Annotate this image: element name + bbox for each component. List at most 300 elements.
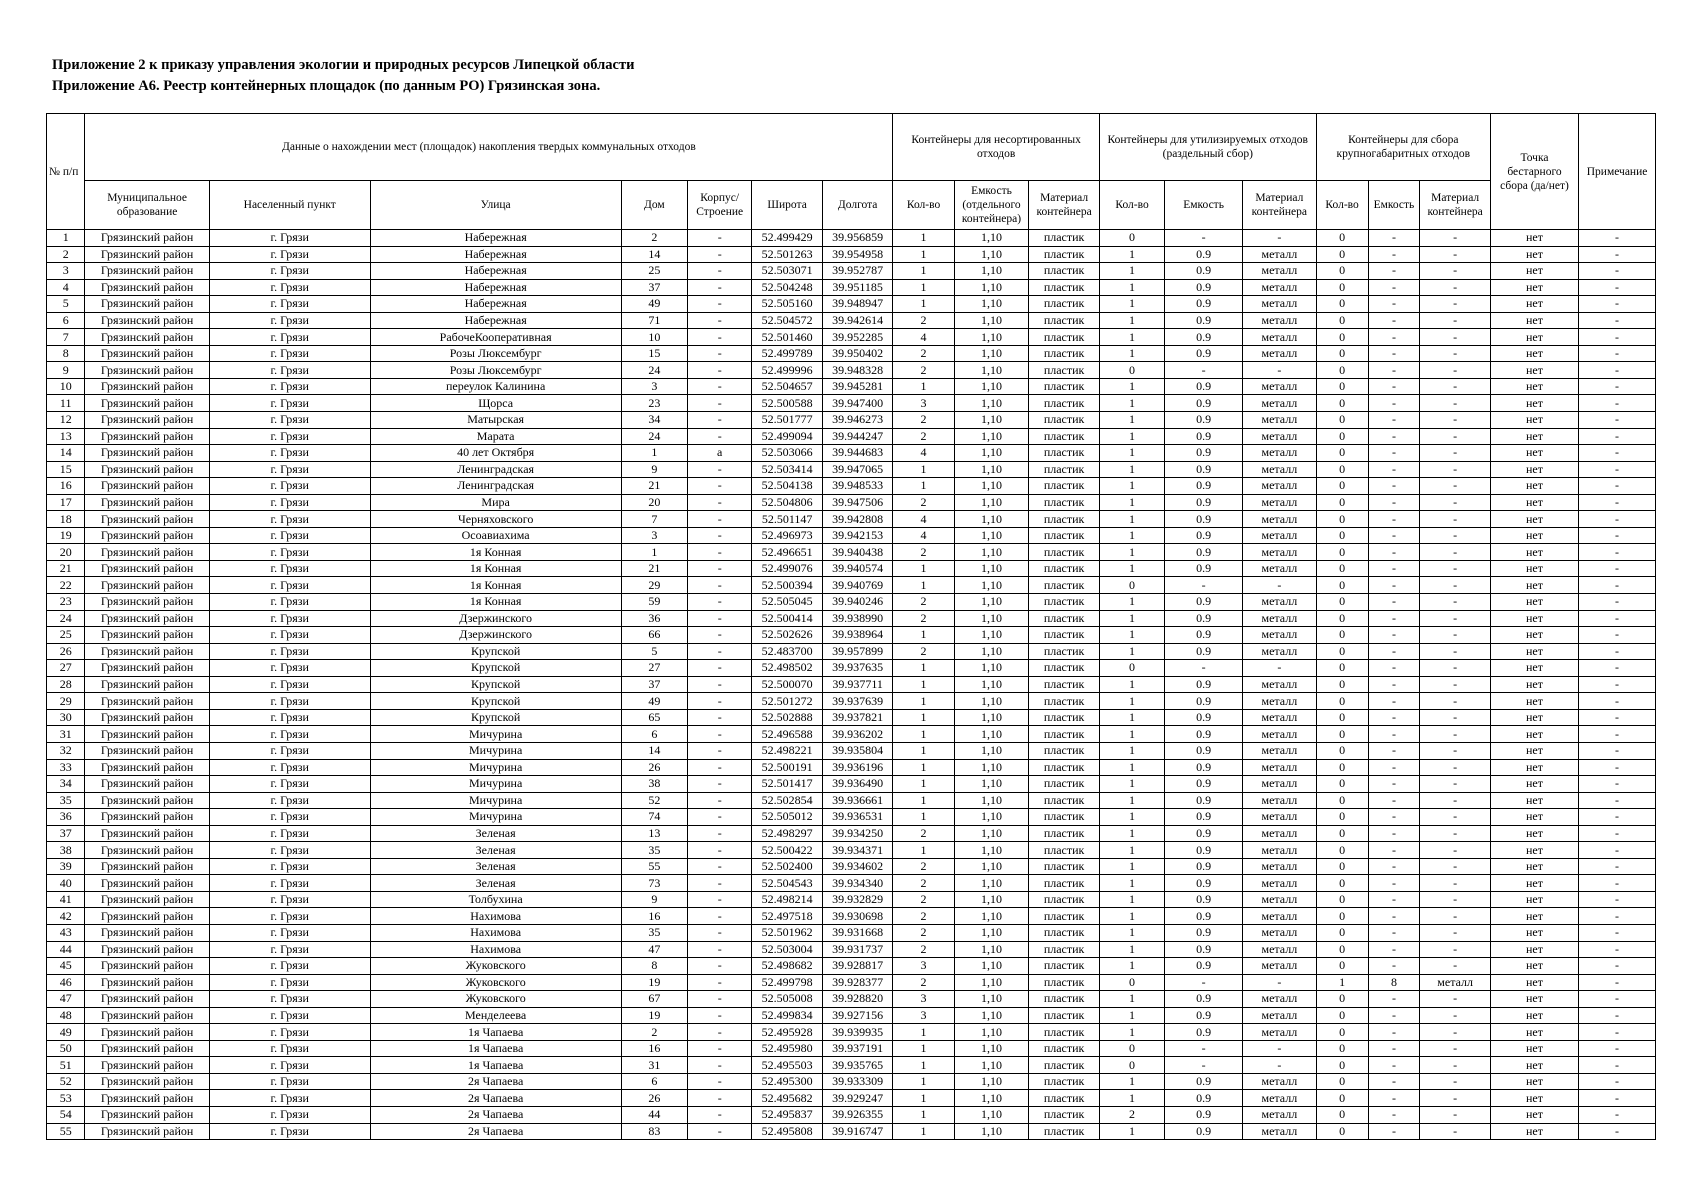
cell-recycled-count: 1 [1099, 693, 1164, 710]
cell-unsorted-volume: 1,10 [954, 511, 1029, 528]
cell-num: 7 [47, 329, 85, 346]
cell-bulky-material: - [1420, 908, 1491, 925]
cell-street: 1я Чапаева [370, 1024, 621, 1041]
cell-bulky-volume: - [1368, 809, 1420, 826]
cell-lat: 52.501962 [752, 924, 823, 941]
cell-recycled-count: 1 [1099, 494, 1164, 511]
cell-house: 1 [621, 445, 687, 462]
cell-unsorted-volume: 1,10 [954, 428, 1029, 445]
cell-bulky-material: - [1420, 412, 1491, 429]
cell-lat: 52.495928 [752, 1024, 823, 1041]
cell-num: 43 [47, 924, 85, 941]
cell-building: - [688, 312, 752, 329]
cell-note: - [1579, 312, 1656, 329]
cell-building: - [688, 792, 752, 809]
cell-street: 1я Чапаева [370, 1040, 621, 1057]
cell-bulky-count: 0 [1316, 1073, 1368, 1090]
cell-lat: 52.500070 [752, 676, 823, 693]
cell-municipality: Грязинский район [85, 445, 209, 462]
cell-recycled-volume: 0.9 [1165, 378, 1243, 395]
cell-bulky-count: 0 [1316, 792, 1368, 809]
cell-recycled-material: металл [1243, 676, 1317, 693]
cell-lat: 52.498502 [752, 660, 823, 677]
cell-note: - [1579, 1007, 1656, 1024]
cell-bulky-volume: - [1368, 461, 1420, 478]
cell-bagless: нет [1490, 230, 1578, 247]
cell-unsorted-volume: 1,10 [954, 345, 1029, 362]
cell-unsorted-material: пластик [1029, 230, 1100, 247]
cell-lon: 39.928820 [822, 991, 893, 1008]
cell-unsorted-volume: 1,10 [954, 726, 1029, 743]
cell-bulky-material: - [1420, 461, 1491, 478]
cell-house: 26 [621, 1090, 687, 1107]
cell-municipality: Грязинский район [85, 312, 209, 329]
cell-num: 12 [47, 412, 85, 429]
cell-unsorted-volume: 1,10 [954, 776, 1029, 793]
cell-unsorted-material: пластик [1029, 660, 1100, 677]
cell-bagless: нет [1490, 445, 1578, 462]
cell-recycled-count: 1 [1099, 709, 1164, 726]
cell-unsorted-count: 2 [893, 825, 954, 842]
cell-lat: 52.495682 [752, 1090, 823, 1107]
cell-bulky-count: 0 [1316, 759, 1368, 776]
cell-bulky-count: 0 [1316, 263, 1368, 280]
cell-recycled-count: 1 [1099, 726, 1164, 743]
cell-house: 59 [621, 594, 687, 611]
cell-recycled-volume: 0.9 [1165, 544, 1243, 561]
cell-settlement: г. Грязи [209, 296, 370, 313]
cell-num: 8 [47, 345, 85, 362]
cell-unsorted-material: пластик [1029, 428, 1100, 445]
cell-lon: 39.952285 [822, 329, 893, 346]
cell-bulky-volume: - [1368, 1040, 1420, 1057]
table-row [47, 825, 1656, 842]
cell-note: - [1579, 263, 1656, 280]
cell-num: 32 [47, 742, 85, 759]
cell-num: 16 [47, 478, 85, 495]
cell-unsorted-material: пластик [1029, 908, 1100, 925]
cell-settlement: г. Грязи [209, 643, 370, 660]
cell-recycled-volume: 0.9 [1165, 560, 1243, 577]
cell-recycled-material: металл [1243, 395, 1317, 412]
cell-municipality: Грязинский район [85, 742, 209, 759]
cell-recycled-count: 1 [1099, 1123, 1164, 1140]
cell-unsorted-count: 1 [893, 230, 954, 247]
cell-bulky-material: - [1420, 263, 1491, 280]
cell-street: Нахимова [370, 941, 621, 958]
cell-recycled-count: 1 [1099, 1024, 1164, 1041]
cell-house: 52 [621, 792, 687, 809]
cell-bagless: нет [1490, 1090, 1578, 1107]
cell-building: - [688, 924, 752, 941]
cell-unsorted-material: пластик [1029, 594, 1100, 611]
cell-bulky-count: 0 [1316, 395, 1368, 412]
cell-municipality: Грязинский район [85, 908, 209, 925]
cell-settlement: г. Грязи [209, 858, 370, 875]
cell-street: 2я Чапаева [370, 1073, 621, 1090]
cell-building: - [688, 478, 752, 495]
cell-bulky-material: - [1420, 1073, 1491, 1090]
cell-municipality: Грязинский район [85, 279, 209, 296]
cell-unsorted-material: пластик [1029, 825, 1100, 842]
cell-building: - [688, 1090, 752, 1107]
cell-lat: 52.504248 [752, 279, 823, 296]
cell-bagless: нет [1490, 792, 1578, 809]
cell-note: - [1579, 974, 1656, 991]
cell-lon: 39.926355 [822, 1106, 893, 1123]
table-row [47, 958, 1656, 975]
cell-house: 29 [621, 577, 687, 594]
cell-recycled-volume: 0.9 [1165, 627, 1243, 644]
cell-bulky-count: 0 [1316, 412, 1368, 429]
cell-unsorted-count: 1 [893, 842, 954, 859]
cell-unsorted-count: 3 [893, 1007, 954, 1024]
cell-bulky-count: 0 [1316, 891, 1368, 908]
cell-recycled-volume: - [1165, 1040, 1243, 1057]
cell-unsorted-volume: 1,10 [954, 875, 1029, 892]
cell-bulky-material: - [1420, 577, 1491, 594]
cell-lon: 39.956859 [822, 230, 893, 247]
cell-house: 35 [621, 842, 687, 859]
cell-street: Черняховского [370, 511, 621, 528]
cell-bagless: нет [1490, 577, 1578, 594]
cell-bulky-count: 0 [1316, 577, 1368, 594]
col-lon-header: Долгота [822, 181, 893, 230]
cell-recycled-material: металл [1243, 742, 1317, 759]
cell-unsorted-material: пластик [1029, 875, 1100, 892]
cell-unsorted-volume: 1,10 [954, 809, 1029, 826]
cell-lon: 39.936490 [822, 776, 893, 793]
cell-recycled-material: металл [1243, 1123, 1317, 1140]
cell-recycled-count: 1 [1099, 825, 1164, 842]
cell-municipality: Грязинский район [85, 230, 209, 247]
table-row [47, 842, 1656, 859]
cell-bulky-count: 0 [1316, 958, 1368, 975]
cell-unsorted-count: 2 [893, 610, 954, 627]
table-row [47, 627, 1656, 644]
cell-lon: 39.938990 [822, 610, 893, 627]
cell-recycled-volume: 0.9 [1165, 511, 1243, 528]
cell-unsorted-count: 2 [893, 544, 954, 561]
cell-lon: 39.939935 [822, 1024, 893, 1041]
cell-unsorted-material: пластик [1029, 494, 1100, 511]
cell-building: - [688, 1073, 752, 1090]
col-recycled-count-header: Кол-во [1099, 181, 1164, 230]
cell-street: Дзержинского [370, 627, 621, 644]
cell-num: 21 [47, 560, 85, 577]
cell-unsorted-count: 2 [893, 312, 954, 329]
cell-bulky-material: - [1420, 329, 1491, 346]
table-row [47, 991, 1656, 1008]
cell-lat: 52.498214 [752, 891, 823, 908]
cell-lat: 52.505008 [752, 991, 823, 1008]
cell-recycled-count: 1 [1099, 1090, 1164, 1107]
col-street-header: Улица [370, 181, 621, 230]
cell-unsorted-material: пластик [1029, 412, 1100, 429]
cell-recycled-volume: 0.9 [1165, 246, 1243, 263]
cell-bagless: нет [1490, 891, 1578, 908]
table-row [47, 544, 1656, 561]
cell-lon: 39.927156 [822, 1007, 893, 1024]
cell-municipality: Грязинский район [85, 809, 209, 826]
cell-num: 38 [47, 842, 85, 859]
cell-unsorted-count: 1 [893, 693, 954, 710]
cell-lon: 39.936531 [822, 809, 893, 826]
col-bagless-header: Точка бестарного сбора (да/нет) [1490, 114, 1578, 230]
cell-settlement: г. Грязи [209, 1040, 370, 1057]
cell-bulky-material: - [1420, 858, 1491, 875]
cell-bagless: нет [1490, 246, 1578, 263]
cell-municipality: Грязинский район [85, 478, 209, 495]
cell-bulky-material: - [1420, 842, 1491, 859]
cell-bagless: нет [1490, 378, 1578, 395]
cell-settlement: г. Грязи [209, 792, 370, 809]
cell-street: 2я Чапаева [370, 1106, 621, 1123]
cell-unsorted-material: пластик [1029, 345, 1100, 362]
cell-recycled-volume: 0.9 [1165, 610, 1243, 627]
cell-bagless: нет [1490, 610, 1578, 627]
cell-house: 83 [621, 1123, 687, 1140]
cell-settlement: г. Грязи [209, 842, 370, 859]
cell-bulky-material: - [1420, 246, 1491, 263]
cell-lon: 39.937191 [822, 1040, 893, 1057]
cell-recycled-material: металл [1243, 709, 1317, 726]
cell-bagless: нет [1490, 362, 1578, 379]
cell-recycled-material: металл [1243, 345, 1317, 362]
cell-bagless: нет [1490, 693, 1578, 710]
cell-unsorted-volume: 1,10 [954, 693, 1029, 710]
cell-unsorted-material: пластик [1029, 511, 1100, 528]
cell-house: 14 [621, 742, 687, 759]
cell-municipality: Грязинский район [85, 395, 209, 412]
cell-lon: 39.940574 [822, 560, 893, 577]
cell-municipality: Грязинский район [85, 610, 209, 627]
cell-unsorted-count: 1 [893, 296, 954, 313]
cell-building: - [688, 627, 752, 644]
cell-bulky-count: 0 [1316, 742, 1368, 759]
cell-settlement: г. Грязи [209, 908, 370, 925]
cell-num: 19 [47, 527, 85, 544]
cell-bulky-material: - [1420, 875, 1491, 892]
cell-unsorted-count: 1 [893, 809, 954, 826]
cell-lon: 39.938964 [822, 627, 893, 644]
cell-bagless: нет [1490, 494, 1578, 511]
cell-settlement: г. Грязи [209, 395, 370, 412]
cell-building: - [688, 709, 752, 726]
cell-recycled-volume: 0.9 [1165, 908, 1243, 925]
cell-bulky-volume: - [1368, 941, 1420, 958]
cell-unsorted-material: пластик [1029, 726, 1100, 743]
cell-lat: 52.483700 [752, 643, 823, 660]
cell-bulky-volume: - [1368, 1090, 1420, 1107]
cell-bulky-material: - [1420, 362, 1491, 379]
cell-unsorted-count: 1 [893, 726, 954, 743]
cell-bulky-count: 0 [1316, 693, 1368, 710]
cell-unsorted-material: пластик [1029, 1106, 1100, 1123]
cell-recycled-material: металл [1243, 329, 1317, 346]
cell-unsorted-volume: 1,10 [954, 660, 1029, 677]
cell-recycled-count: 1 [1099, 345, 1164, 362]
cell-unsorted-material: пластик [1029, 610, 1100, 627]
cell-municipality: Грязинский район [85, 428, 209, 445]
cell-settlement: г. Грязи [209, 445, 370, 462]
cell-lon: 39.948328 [822, 362, 893, 379]
cell-bulky-volume: - [1368, 1106, 1420, 1123]
cell-unsorted-count: 1 [893, 1073, 954, 1090]
cell-unsorted-count: 4 [893, 527, 954, 544]
cell-lat: 52.499834 [752, 1007, 823, 1024]
cell-bulky-count: 0 [1316, 494, 1368, 511]
cell-lat: 52.502854 [752, 792, 823, 809]
cell-lon: 39.937639 [822, 693, 893, 710]
cell-bagless: нет [1490, 825, 1578, 842]
cell-municipality: Грязинский район [85, 627, 209, 644]
cell-bagless: нет [1490, 263, 1578, 280]
cell-recycled-count: 1 [1099, 858, 1164, 875]
cell-lon: 39.935804 [822, 742, 893, 759]
cell-street: Крупской [370, 709, 621, 726]
cell-note: - [1579, 991, 1656, 1008]
cell-building: - [688, 875, 752, 892]
cell-recycled-volume: 0.9 [1165, 891, 1243, 908]
cell-bulky-volume: - [1368, 627, 1420, 644]
cell-street: Розы Люксембург [370, 362, 621, 379]
cell-recycled-material: металл [1243, 428, 1317, 445]
cell-recycled-volume: 0.9 [1165, 941, 1243, 958]
cell-municipality: Грязинский район [85, 378, 209, 395]
table-row [47, 660, 1656, 677]
cell-lat: 52.501417 [752, 776, 823, 793]
cell-bulky-material: - [1420, 527, 1491, 544]
table-row [47, 312, 1656, 329]
cell-unsorted-material: пластик [1029, 263, 1100, 280]
cell-settlement: г. Грязи [209, 1073, 370, 1090]
cell-unsorted-volume: 1,10 [954, 610, 1029, 627]
cell-unsorted-count: 2 [893, 974, 954, 991]
cell-street: Зеленая [370, 858, 621, 875]
cell-building: - [688, 511, 752, 528]
cell-municipality: Грязинский район [85, 1106, 209, 1123]
table-row [47, 776, 1656, 793]
cell-lat: 52.504657 [752, 378, 823, 395]
cell-lat: 52.500394 [752, 577, 823, 594]
table-row [47, 1090, 1656, 1107]
cell-bulky-volume: - [1368, 1024, 1420, 1041]
cell-bulky-volume: - [1368, 776, 1420, 793]
table-row [47, 693, 1656, 710]
cell-recycled-count: 0 [1099, 660, 1164, 677]
cell-lat: 52.495503 [752, 1057, 823, 1074]
cell-settlement: г. Грязи [209, 825, 370, 842]
cell-unsorted-volume: 1,10 [954, 230, 1029, 247]
cell-unsorted-volume: 1,10 [954, 378, 1029, 395]
cell-street: Жуковского [370, 974, 621, 991]
cell-unsorted-material: пластик [1029, 1040, 1100, 1057]
cell-building: - [688, 329, 752, 346]
cell-bagless: нет [1490, 1123, 1578, 1140]
cell-note: - [1579, 924, 1656, 941]
cell-recycled-volume: 0.9 [1165, 428, 1243, 445]
cell-bulky-count: 1 [1316, 974, 1368, 991]
cell-recycled-material: - [1243, 660, 1317, 677]
cell-building: - [688, 1040, 752, 1057]
cell-lon: 39.947400 [822, 395, 893, 412]
cell-bulky-volume: - [1368, 842, 1420, 859]
cell-unsorted-count: 1 [893, 1090, 954, 1107]
table-row [47, 1040, 1656, 1057]
cell-house: 7 [621, 511, 687, 528]
cell-house: 16 [621, 1040, 687, 1057]
cell-lat: 52.499996 [752, 362, 823, 379]
cell-recycled-volume: 0.9 [1165, 1007, 1243, 1024]
table-row [47, 610, 1656, 627]
cell-recycled-count: 1 [1099, 891, 1164, 908]
cell-recycled-material: металл [1243, 776, 1317, 793]
cell-settlement: г. Грязи [209, 577, 370, 594]
cell-note: - [1579, 1123, 1656, 1140]
cell-recycled-volume: 0.9 [1165, 693, 1243, 710]
cell-unsorted-material: пластик [1029, 1123, 1100, 1140]
cell-unsorted-volume: 1,10 [954, 709, 1029, 726]
cell-recycled-count: 1 [1099, 544, 1164, 561]
cell-num: 13 [47, 428, 85, 445]
cell-recycled-volume: 0.9 [1165, 527, 1243, 544]
cell-recycled-count: 1 [1099, 875, 1164, 892]
cell-unsorted-volume: 1,10 [954, 544, 1029, 561]
cell-street: Набережная [370, 279, 621, 296]
cell-bagless: нет [1490, 776, 1578, 793]
cell-bagless: нет [1490, 908, 1578, 925]
col-municipality-header: Муниципальное образование [85, 181, 209, 230]
cell-bagless: нет [1490, 296, 1578, 313]
cell-note: - [1579, 941, 1656, 958]
cell-street: Набережная [370, 263, 621, 280]
cell-bulky-volume: - [1368, 378, 1420, 395]
cell-recycled-material: металл [1243, 891, 1317, 908]
col-unsorted-volume-header: Емкость (отдельного контейнера) [954, 181, 1029, 230]
cell-settlement: г. Грязи [209, 742, 370, 759]
cell-bulky-count: 0 [1316, 362, 1368, 379]
cell-house: 71 [621, 312, 687, 329]
cell-num: 29 [47, 693, 85, 710]
cell-recycled-material: металл [1243, 858, 1317, 875]
cell-recycled-volume: 0.9 [1165, 478, 1243, 495]
cell-recycled-count: 0 [1099, 1057, 1164, 1074]
cell-bagless: нет [1490, 329, 1578, 346]
cell-unsorted-volume: 1,10 [954, 412, 1029, 429]
cell-recycled-material: металл [1243, 842, 1317, 859]
cell-recycled-material: металл [1243, 511, 1317, 528]
cell-bulky-volume: - [1368, 726, 1420, 743]
cell-bulky-volume: - [1368, 445, 1420, 462]
cell-bulky-volume: - [1368, 428, 1420, 445]
cell-bulky-material: - [1420, 1090, 1491, 1107]
cell-bulky-material: - [1420, 759, 1491, 776]
cell-note: - [1579, 1073, 1656, 1090]
cell-street: Ленинградская [370, 461, 621, 478]
cell-unsorted-material: пластик [1029, 279, 1100, 296]
cell-street: Дзержинского [370, 610, 621, 627]
cell-lat: 52.495837 [752, 1106, 823, 1123]
group-bulky-header: Контейнеры для сбора крупногабаритных отходов [1316, 114, 1490, 181]
cell-building: - [688, 858, 752, 875]
cell-house: 9 [621, 461, 687, 478]
cell-note: - [1579, 461, 1656, 478]
cell-bulky-count: 0 [1316, 1040, 1368, 1057]
cell-bulky-volume: - [1368, 230, 1420, 247]
cell-recycled-volume: 0.9 [1165, 776, 1243, 793]
cell-recycled-volume: 0.9 [1165, 875, 1243, 892]
